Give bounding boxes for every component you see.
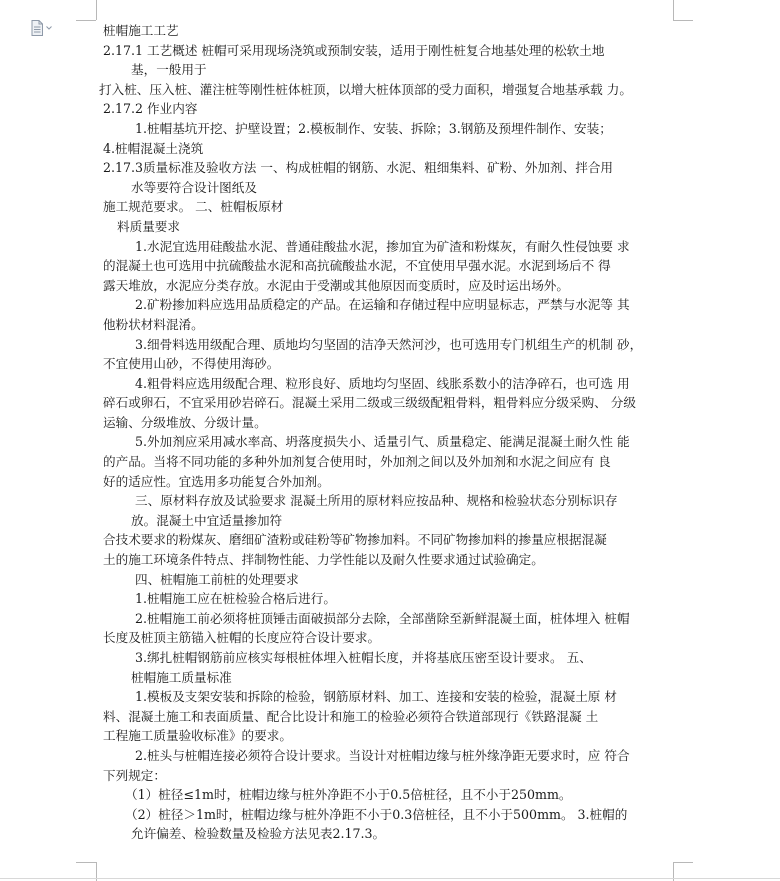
text-line: 的混凝土也可选用中抗硫酸盐水泥和高抗硫酸盐水泥，不宜使用早强水泥。水泥到场后不 得 [103, 258, 611, 274]
text-line: 碎石或卵石，不宜采用砂岩碎石。混凝土采用二级或三级级配粗骨料，粗骨料应分级采购、 分级 [103, 395, 636, 411]
text-line: 4.桩帽混凝土浇筑 [103, 140, 204, 156]
text-line: 施工规范要求。 二、桩帽板原材 [103, 199, 284, 215]
page-edge [0, 878, 780, 879]
text-line: 土的施工环境条件特点、拌制物性能、力学性能以及耐久性要求通过试验确定。 [103, 552, 544, 568]
text-line: 四、桩帽施工前桩的处理要求 [135, 571, 299, 587]
text-line: 长度及桩顶主筋锚入桩帽的长度应符合设计要求。 [103, 630, 381, 646]
text-line: 他粉状材料混淆。 [103, 316, 204, 332]
text-line: 4.粗骨料应选用级配合理、粒形良好、质地均匀坚固、线胀系数小的洁净碎石，也可选 用 [135, 375, 630, 391]
text-line: 2.17.2 作业内容 [103, 101, 198, 117]
text-line: 2.矿粉掺加料应选用品质稳定的产品。在运输和存储过程中应明显标志，严禁与水泥等 其 [135, 297, 630, 313]
text-line: 1.桩帽施工应在桩检验合格后进行。 [135, 591, 336, 607]
margin-mark-top-right [673, 0, 674, 20]
text-line: 料、混凝土施工和表面质量、配合比设计和施工的检验必须符合铁道部现行《铁路混凝 土 [103, 708, 599, 724]
text-line: 桩帽施工工艺 [103, 23, 179, 38]
margin-mark-top-left [96, 0, 97, 20]
text-line: 2.桩头与桩帽连接必须符合设计要求。当设计对桩帽边缘与桩外缘净距无要求时，应 符合 [135, 747, 630, 763]
text-line: 基，一般用于 [131, 62, 207, 78]
text-line: 工程施工质量验收标准》的要求。 [103, 728, 292, 744]
text-line: 的产品。当将不同功能的多种外加剂复合使用时，外加剂之间以及外加剂和水泥之间应有 良 [103, 454, 611, 470]
text-line: 好的适应性。宜选用多功能复合外加剂。 [103, 473, 330, 489]
text-line: 1.模板及支架安装和拆除的检验，钢筋原材料、加工、连接和安装的检验，混凝土原 材 [135, 689, 617, 705]
text-line: 2.17.1 工艺概述 桩帽可采用现场浇筑或预制安装，适用于刚性桩复合地基处理的松软土地 [103, 42, 605, 58]
margin-mark-bottom-left [76, 862, 96, 863]
text-line: 2.17.3质量标准及验收方法 一、构成桩帽的钢筋、水泥、粗细集料、矿粉、外加剂、拌合用 [103, 160, 614, 176]
text-line: 露天堆放，水泥应分类存放。水泥由于受潮或其他原因而变质时，应及时运出场外。 [103, 277, 569, 293]
text-line: 放。混凝土中宜适量掺加符 [131, 512, 283, 528]
text-line: 3.细骨料选用级配合理、质地均匀坚固的洁净天然河沙，也可选用专门机组生产的机制 砂， [135, 336, 643, 352]
text-line: （2）桩径＞1m时，桩帽边缘与桩外净距不小于0.3倍桩径，且不小于500mm。 3.桩帽的 [125, 806, 628, 822]
margin-mark-bottom-right [673, 862, 693, 863]
document-icon[interactable] [30, 20, 54, 36]
text-line: 料质量要求 [117, 218, 180, 234]
text-line: 合技术要求的粉煤灰、磨细矿渣粉或硅粉等矿物掺加料。不同矿物掺加料的掺量应根据混凝 [103, 532, 607, 548]
text-line: 5.外加剂应采用减水率高、坍落度损失小、适量引气、质量稳定、能满足混凝土耐久性 能 [135, 434, 630, 450]
text-line: 3.绑扎桩帽钢筋前应核实每根桩体埋入桩帽长度，并将基底压密至设计要求。 五、 [135, 650, 592, 665]
text-line: 不宜使用山砂，不得使用海砂。 [103, 356, 280, 372]
text-line: 三、原材料存放及试验要求 混凝土所用的原材料应按品种、规格和检验状态分别标识存 [135, 493, 618, 509]
text-line: 1.桩帽基坑开挖、护壁设置；2.模板制作、安装、拆除；3.钢筋及预埋件制作、安装； [135, 120, 612, 136]
text-line: 2.桩帽施工前必须将桩顶锤击面破损部分去除，全部凿除至新鲜混凝土面，桩体埋入 桩帽 [135, 610, 630, 626]
margin-mark-top-right [673, 20, 693, 21]
text-line: 1.水泥宜选用硅酸盐水泥、普通硅酸盐水泥，掺加宜为矿渣和粉煤灰，有耐久性侵蚀要 求 [135, 238, 630, 254]
text-line: 允许偏差、检验数量及检验方法见表2.17.3。 [131, 826, 386, 842]
text-line: （1）桩径≤1m时，桩帽边缘与桩外净距不小于0.5倍桩径，且不小于250mm。 [125, 787, 572, 803]
document-body [99, 21, 675, 844]
margin-mark-top-left [76, 20, 96, 21]
text-line: 桩帽施工质量标准 [131, 669, 232, 685]
text-line: 运输、分级堆放、分级计量。 [103, 414, 267, 430]
text-line: 下列规定： [103, 767, 166, 783]
text-line: 水等要符合设计图纸及 [131, 179, 257, 195]
text-line: 打入桩、压入桩、灌注桩等刚性桩体桩顶，以增大桩体顶部的受力面积，增强复合地基承载 力。 [99, 81, 632, 97]
